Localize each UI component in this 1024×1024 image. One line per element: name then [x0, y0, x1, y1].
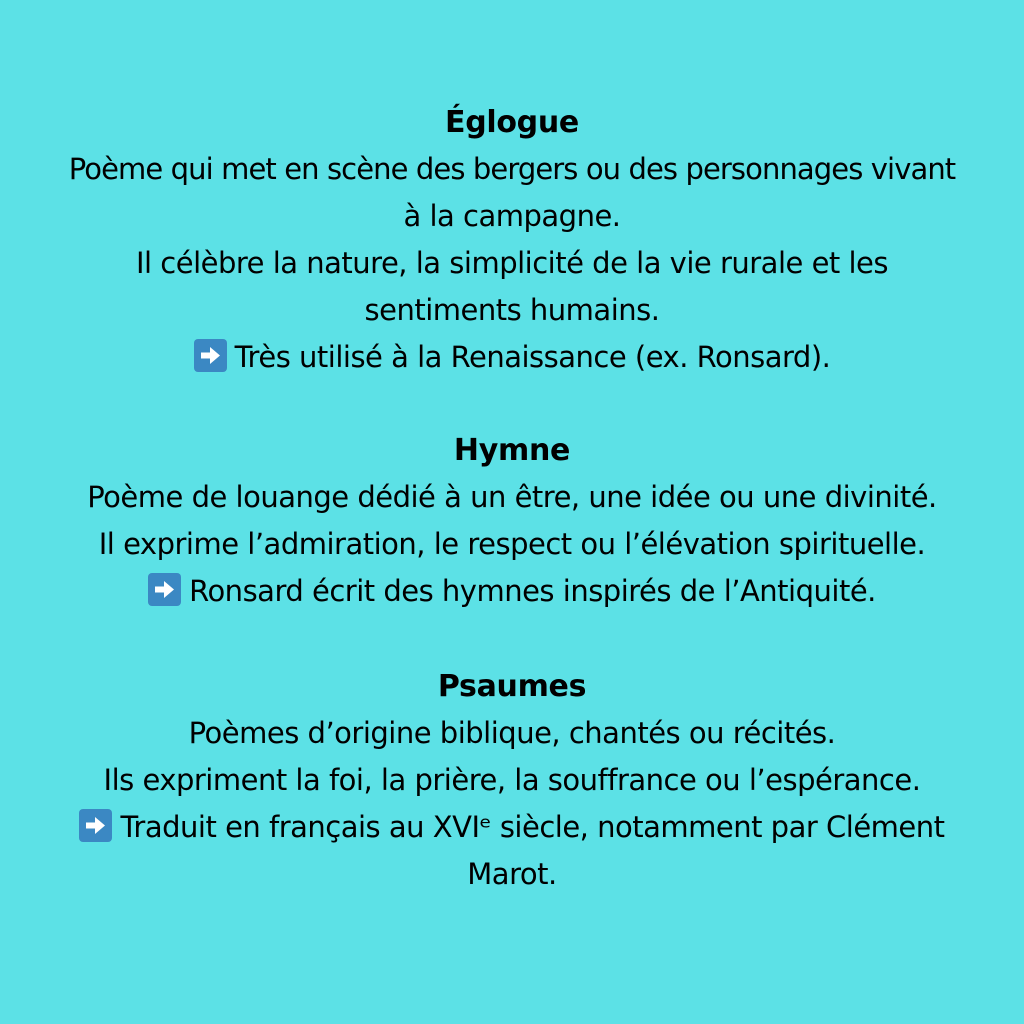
note-line-continued: Marot.: [467, 857, 557, 891]
definition-line: Poème qui met en scène des bergers ou des personnages vivant: [68, 152, 956, 186]
right-arrow-icon: [79, 809, 112, 842]
section-title: Psaumes: [437, 669, 587, 704]
right-arrow-icon: [194, 339, 227, 372]
section-title: Églogue: [445, 105, 579, 140]
note-line: [0, 804, 1024, 851]
section-psaumes: [0, 664, 1024, 898]
section-eglogue: [0, 100, 1024, 381]
definition-line: Ils expriment la foi, la prière, la souffrance ou l’espérance.: [103, 763, 921, 797]
note-text: Très utilisé à la Renaissance (ex. Ronsard).: [234, 340, 831, 374]
definition-line: sentiments humains.: [364, 293, 660, 327]
note-line: [0, 334, 1024, 381]
definition-line: Il célèbre la nature, la simplicité de la vie rurale et les: [135, 246, 889, 280]
definition-line: Poèmes d’origine biblique, chantés ou récités.: [188, 716, 836, 750]
section-hymne: [0, 428, 1024, 615]
section-title: Hymne: [453, 433, 571, 468]
note-line: [0, 568, 1024, 615]
definition-line: Poème de louange dédié à un être, une idée ou une divinité.: [87, 480, 937, 514]
right-arrow-icon: [148, 573, 181, 606]
definition-line: à la campagne.: [403, 199, 621, 233]
note-text: Ronsard écrit des hymnes inspirés de l’Antiquité.: [189, 574, 876, 608]
note-text: Traduit en français au XVIᵉ siècle, notamment par Clément: [120, 810, 945, 844]
definition-line: Il exprime l’admiration, le respect ou l’élévation spirituelle.: [98, 527, 926, 561]
